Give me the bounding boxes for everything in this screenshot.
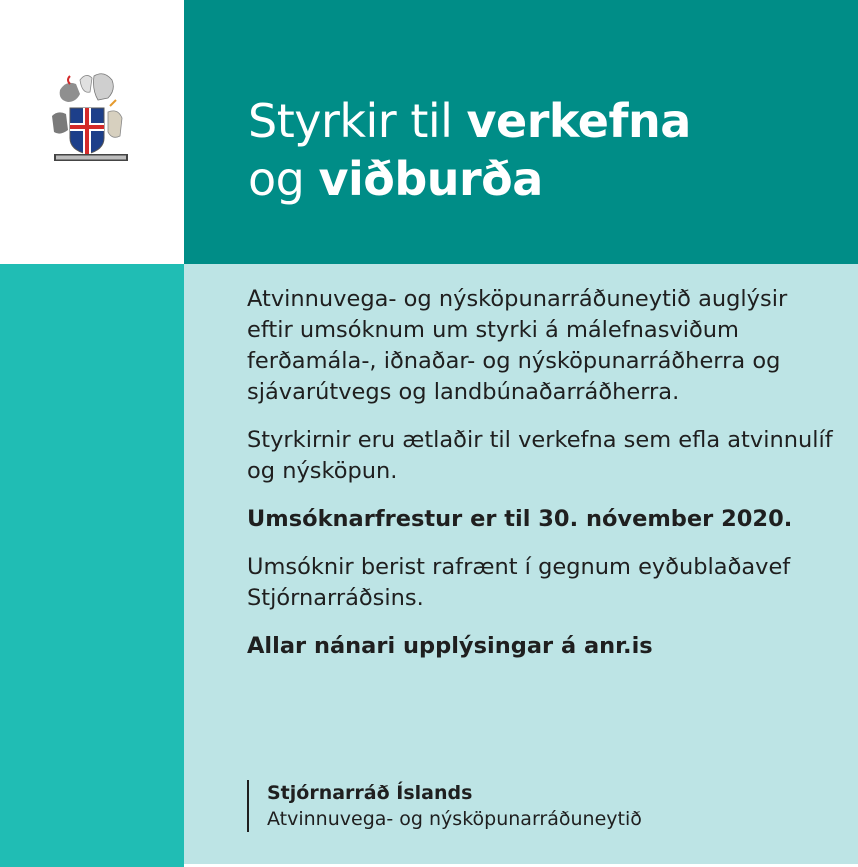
title-bold-1: verkefna [466,94,691,148]
side-accent-bar [0,264,184,867]
info-text: Allar nánari upplýsingar á anr.is [247,633,653,659]
submission-paragraph: Umsóknir berist rafrænt í gegnum eyðublaðavef Stjórnarráðsins. [247,554,791,611]
logo-panel [0,0,184,264]
footer-signature [247,780,642,832]
page-title [248,92,691,208]
footer-ministry: Atvinnuvega- og nýsköpunarráðuneytið [267,808,642,830]
title-bold-2: viðburða [318,152,543,206]
body-text [247,284,837,679]
intro-paragraph: Atvinnuvega- og nýsköpunarráðuneytið auglýsir eftir umsóknum um styrki á málefnasviðum ferðamála-, iðnaðar- og nýsköpunarráðherra og sjávarútvegs og landbúnaðarráðherra. [247,286,788,405]
title-light-1: Styrkir til [248,94,467,148]
title-light-2: og [248,152,319,206]
purpose-paragraph: Styrkirnir eru ætlaðir til verkefna sem efla atvinnulíf og nýsköpun. [247,427,833,484]
header-banner [184,0,858,264]
coat-of-arms-icon [46,70,136,164]
footer-org: Stjórnarráð Íslands [267,782,473,804]
content-panel [184,264,858,864]
deadline-text: Umsóknarfrestur er til 30. nóvember 2020. [247,506,793,532]
